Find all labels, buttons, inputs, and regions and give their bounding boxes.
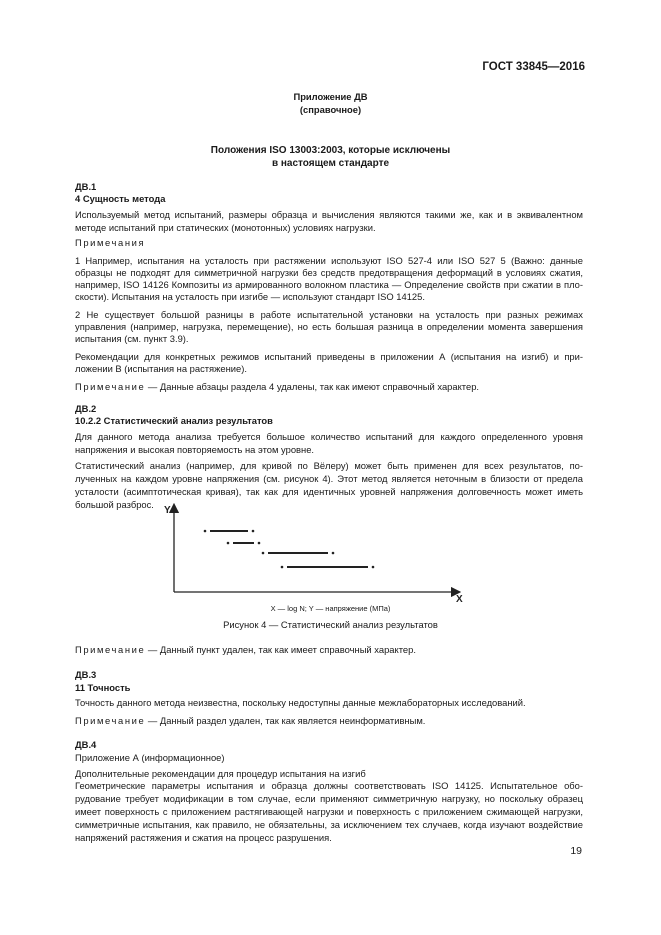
section-title-dv1: 4 Сущность метода bbox=[75, 193, 166, 204]
standard-number: ГОСТ 33845—2016 bbox=[482, 61, 585, 73]
dv1-note1-line2: образцы не подходят для симметричной нагрузки без средств предотвращения деформаций в условиях сжатия, bbox=[75, 267, 583, 278]
note-text: — Данный раздел удален, так как является неинформативным. bbox=[145, 715, 426, 726]
scatter-band-2 bbox=[227, 542, 261, 545]
dv4-appendix-ref: Приложение А (информационное) bbox=[75, 752, 225, 763]
note-label: Примечание bbox=[75, 715, 146, 726]
scatter-band-4 bbox=[281, 566, 375, 569]
note-text: — Данные абзацы раздела 4 удалены, так как имеют справочный характер. bbox=[145, 381, 480, 392]
section-id-dv2: ДВ.2 bbox=[75, 403, 97, 414]
page-number: 19 bbox=[570, 845, 582, 857]
dv2-p2-line1: Статистический анализ (например, для кривой по Вёлеру) может быть применен для всех результатов, по- bbox=[75, 460, 583, 471]
section-title-dv2: 10.2.2 Статистический анализ результатов bbox=[75, 415, 273, 426]
dv1-note1-line1: 1 Например, испытания на усталость при растяжении используют ISO 527-4 или ISO 527 5 (Важно: данные bbox=[75, 255, 583, 266]
section-id-dv4: ДВ.4 bbox=[75, 739, 97, 750]
appendix-title: Приложение ДВ bbox=[293, 91, 368, 102]
heading-line-1: Положения ISO 13003:2003, которые исключены bbox=[210, 145, 451, 156]
note-label: Примечание bbox=[75, 644, 146, 655]
note-text: — Данный пункт удален, так как имеет справочный характер. bbox=[145, 644, 416, 655]
dv4-line2: рудование требует модификации в том случае, если применяют симметричную нагрузку, но поскольку образец bbox=[75, 793, 583, 804]
dv1-final-note bbox=[75, 380, 583, 393]
dv2-p2-line2: лученных на каждом уровне напряжения (см. рисунок 4). Этот метод является неточным в близости от предела bbox=[75, 473, 583, 484]
dv1-note2-line2: управления (например, нагрузка, перемещение), но есть большая разница в определении момента завершения bbox=[75, 321, 583, 332]
appendix-subtitle: (справочное) bbox=[299, 104, 362, 115]
dv1-note2-line1: 2 Не существует большой разницы в работе испытательной установки на усталость при разных режимах bbox=[75, 309, 583, 320]
dv4-subtitle: Дополнительные рекомендации для процедур испытания на изгиб bbox=[75, 768, 366, 779]
dv1-para1-line2: методе испытаний при статических (монотонных) условиях нагрузки. bbox=[75, 222, 376, 233]
dv3-para: Точность данного метода неизвестна, поскольку недоступны данные межлабораторных исследований. bbox=[75, 697, 526, 708]
dv2-p2-line4: большой разброс. bbox=[75, 499, 154, 510]
dv4-line4: симметричные испытания, как правило, не обязательны, за исключением тех случаев, когда изучают воздействие bbox=[75, 819, 583, 830]
figure-4 bbox=[150, 500, 480, 610]
dv1-note1-line3: например, ISO 14126 Композиты из армированного волокном пластика — Определение свойств при сжатии в пло- bbox=[75, 279, 583, 290]
figure-caption: Рисунок 4 — Статистический анализ результатов bbox=[223, 619, 438, 630]
dv2-note bbox=[75, 643, 583, 656]
dv3-note bbox=[75, 714, 583, 727]
dv1-para1-line1: Используемый метод испытаний, размеры образца и вычисления являются такими же, как и в эквивалентном bbox=[75, 209, 583, 220]
section-id-dv3: ДВ.3 bbox=[75, 669, 97, 680]
dv1-rec-line2: ложении В (испытания на растяжение). bbox=[75, 363, 247, 374]
dv1-note2-line3: испытания (см. пункт 3.9). bbox=[75, 333, 189, 344]
x-axis-label: X bbox=[456, 594, 463, 605]
scatter-band-1 bbox=[204, 530, 255, 533]
dv2-p1-line1: Для данного метода анализа требуется большое количество испытаний для каждого определенного уровня bbox=[75, 431, 583, 442]
dv1-notes-label: Примечания bbox=[75, 237, 146, 248]
y-axis-label: Y bbox=[164, 505, 171, 516]
dv1-note1-line4: скости). Испытания на усталость при изгибе — используют стандарт ISO 14125. bbox=[75, 291, 425, 302]
dv1-rec-line1: Рекомендации для конкретных режимов испытаний приведены в приложении А (испытания на изгиб) и при- bbox=[75, 351, 583, 362]
dv4-line1: Геометрические параметры испытания и образца должны соответствовать ISO 14125. Испытательное обо- bbox=[75, 780, 583, 791]
figure-axis-caption: X — log N; Y — напряжение (МПа) bbox=[270, 604, 391, 613]
heading-line-2: в настоящем стандарте bbox=[271, 158, 390, 169]
note-label: Примечание bbox=[75, 381, 146, 392]
dv4-line5: напряжений растяжения и сжатия на процесс разрушения. bbox=[75, 832, 332, 843]
dv4-line3: имеет поверхность с приложением растягивающей нагрузки и поверхность с приложением сжимающей нагрузки, bbox=[75, 806, 583, 817]
dv2-p1-line2: напряжения и высокая повторяемость на этом уровне. bbox=[75, 444, 315, 455]
scatter-band-3 bbox=[262, 552, 335, 555]
dv2-p2-line3: усталости (асимптотическая кривая), так как для идентичных уровней напряжения долговечность может иметь bbox=[75, 486, 583, 497]
section-id-dv1: ДВ.1 bbox=[75, 181, 97, 192]
section-title-dv3: 11 Точность bbox=[75, 682, 131, 693]
